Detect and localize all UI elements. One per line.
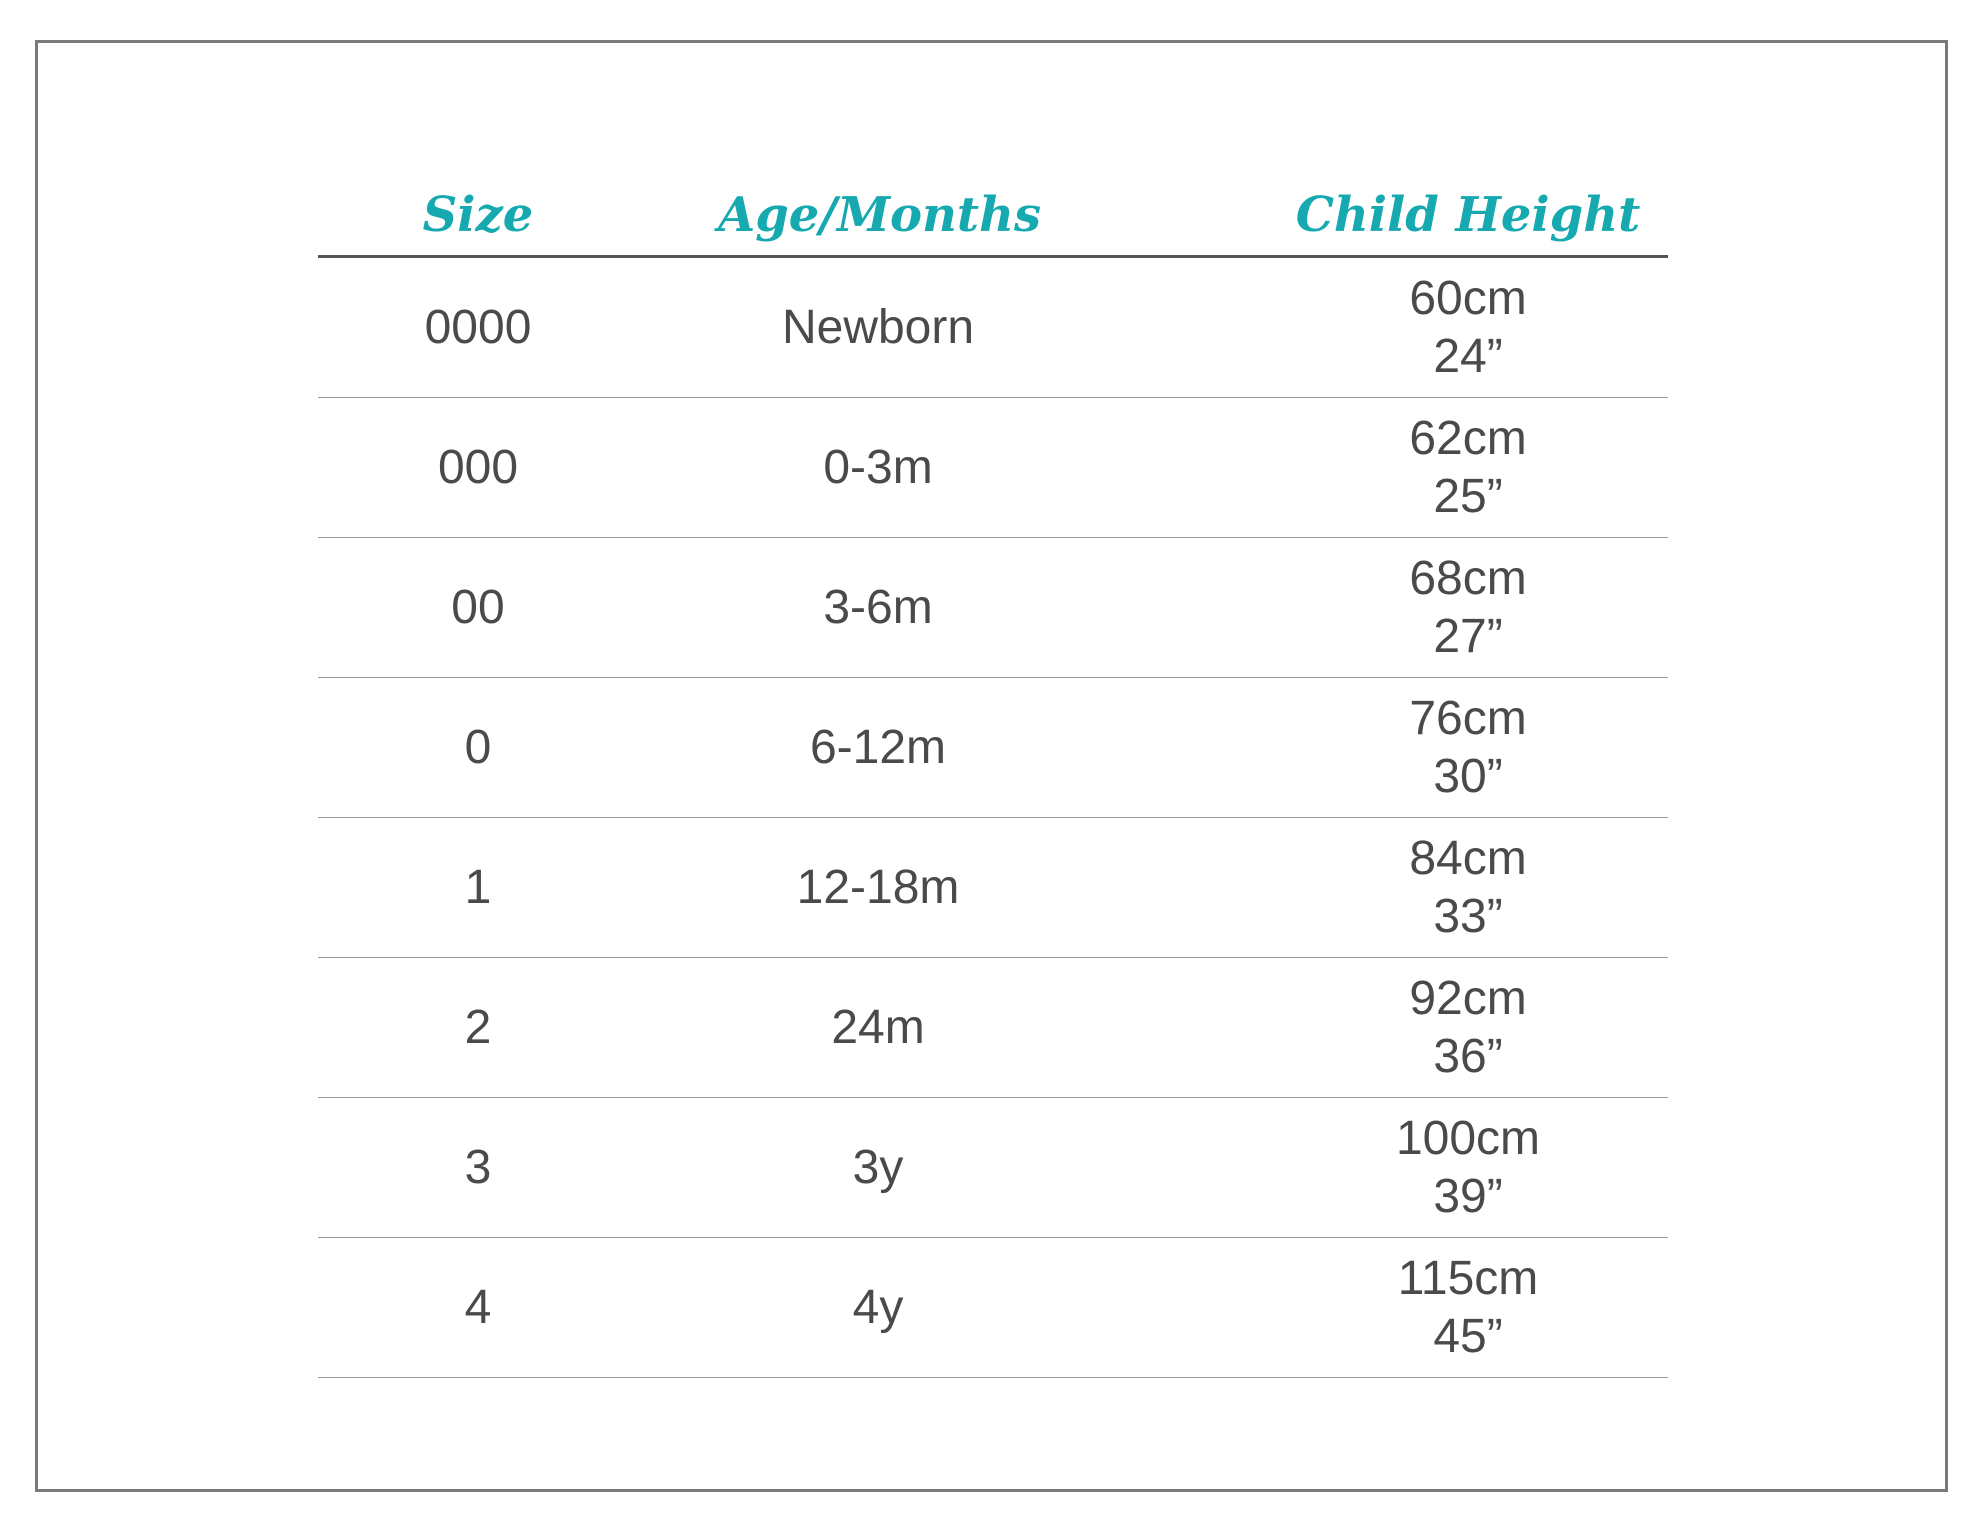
height-cm: 60cm (1409, 271, 1527, 325)
height-cm: 62cm (1409, 411, 1527, 465)
table-row (318, 958, 1668, 1098)
age-cell: Newborn (781, 301, 975, 354)
size-cell: 1 (464, 861, 492, 914)
height-inch: 27” (1433, 609, 1503, 663)
table-row (318, 818, 1668, 958)
height-inch: 39” (1433, 1169, 1503, 1223)
header-height: Child Height (1295, 187, 1641, 243)
height-inch: 33” (1433, 889, 1503, 943)
table-row (318, 1238, 1668, 1378)
height-inch: 24” (1433, 329, 1503, 383)
size-cell: 3 (464, 1141, 492, 1194)
height-inch: 45” (1433, 1309, 1503, 1363)
age-cell: 3-6m (823, 581, 933, 634)
table-row (318, 538, 1668, 678)
age-cell: 24m (831, 1001, 925, 1054)
size-cell: 0 (464, 721, 492, 774)
size-cell: 4 (464, 1281, 492, 1334)
height-cm: 115cm (1397, 1251, 1539, 1305)
age-cell: 3y (852, 1141, 904, 1194)
age-cell: 12-18m (796, 861, 960, 914)
height-cm: 76cm (1409, 691, 1527, 745)
height-cell (1268, 538, 1668, 677)
age-cell: 4y (852, 1281, 904, 1334)
size-cell: 000 (437, 441, 519, 494)
table-header-row (318, 175, 1668, 258)
height-cm: 68cm (1409, 551, 1527, 605)
size-chart-table (318, 175, 1668, 1378)
table-row (318, 258, 1668, 398)
age-cell: 6-12m (809, 721, 947, 774)
table-row (318, 398, 1668, 538)
size-cell: 00 (451, 581, 505, 634)
height-cm: 100cm (1395, 1111, 1541, 1165)
table-row (318, 678, 1668, 818)
height-cell (1268, 398, 1668, 537)
height-cm: 84cm (1409, 831, 1527, 885)
height-inch: 25” (1433, 469, 1503, 523)
age-cell: 0-3m (823, 441, 933, 494)
height-cell (1268, 258, 1668, 397)
size-cell: 2 (464, 1001, 492, 1054)
height-cm: 92cm (1409, 971, 1527, 1025)
size-cell: 0000 (424, 301, 532, 354)
height-cell (1268, 958, 1668, 1097)
height-inch: 30” (1433, 749, 1503, 803)
table-row (318, 1098, 1668, 1238)
height-inch: 36” (1433, 1029, 1503, 1083)
height-cell (1268, 678, 1668, 817)
header-age: Age/Months (718, 187, 1042, 243)
header-size: Size (422, 187, 534, 243)
height-cell (1268, 1238, 1668, 1377)
height-cell (1268, 1098, 1668, 1237)
height-cell (1268, 818, 1668, 957)
